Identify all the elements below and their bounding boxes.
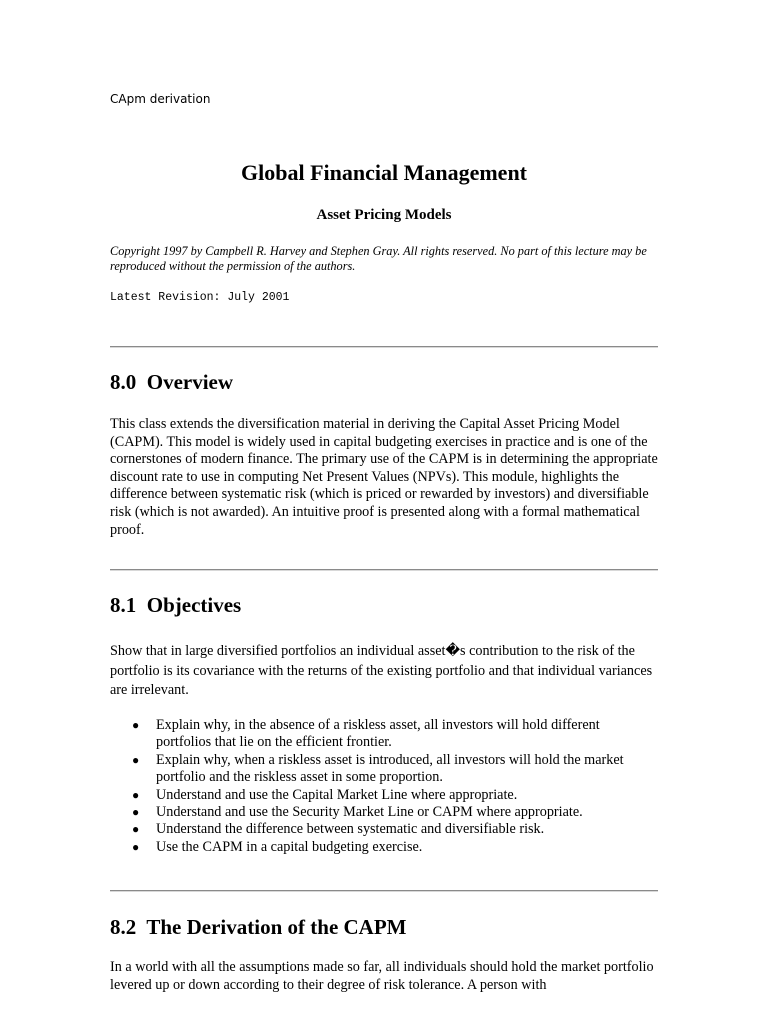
overview-paragraph: This class extends the diversification material in deriving the Capital Asset Pricing Model (CAPM). This model is widely used in capital budgeting exercises in practice and is one of the cornerstones of modern finance. The primary use of the CAPM is in determining the appropriate discount rate to use in computing Net Present Values (NPVs). This module, highlights the difference between systematic risk (which is priced or rewarded by investors) and diversifiable risk (which is not awarded). An intuitive proof is presented along with a formal mathematical proof. — [110, 416, 658, 538]
list-item-text: Use the CAPM in a capital budgeting exercise. — [156, 838, 423, 855]
list-item-text: Explain why, in the absence of a riskless asset, all investors will hold different portfolios that lie on the efficient frontier. — [156, 717, 600, 751]
list-item-text: Understand and use the Security Market Line or CAPM where appropriate. — [156, 804, 583, 821]
section-divider — [110, 346, 658, 348]
list-item-text: Explain why, when a riskless asset is introduced, all investors will hold the market portfolio and the riskless asset in some proportion. — [156, 751, 624, 786]
list-item — [110, 752, 658, 787]
objectives-paragraph: Show that in large diversified portfolios an individual asset�s contribution to the risk of the portfolio is its covariance with the returns of the existing portfolio and that individual variances are irrelevant. — [110, 643, 653, 698]
bullet-icon: ● — [132, 822, 140, 837]
bullet-icon: ● — [132, 718, 140, 732]
list-item — [110, 787, 658, 804]
bullet-icon: ● — [132, 839, 140, 854]
list-item-text: Understand and use the Capital Market Line where appropriate. — [156, 786, 518, 803]
bullet-icon: ● — [132, 805, 140, 820]
document-title: Global Financial Management — [241, 160, 527, 185]
section-heading-objectives: 8.1 Objectives — [110, 593, 242, 617]
objectives-list — [110, 717, 658, 856]
section-divider — [110, 890, 658, 892]
list-item-text: Understand the difference between systematic and diversifiable risk. — [156, 821, 545, 838]
derivation-paragraph: In a world with all the assumptions made so far, all individuals should hold the market portfolio levered up or down according to their degree of risk tolerance. A person with — [110, 959, 654, 993]
section-divider — [110, 569, 658, 571]
bullet-icon: ● — [132, 752, 140, 767]
copyright-notice: Copyright 1997 by Campbell R. Harvey and Stephen Gray. All rights reserved. No part of this lecture may be reproduced without the permission of the authors. — [110, 244, 647, 273]
revision-date: Latest Revision: July 2001 — [110, 291, 290, 304]
section-heading-overview: 8.0 Overview — [110, 370, 234, 394]
list-item — [110, 804, 658, 821]
section-heading-derivation: 8.2 The Derivation of the CAPM — [110, 915, 407, 939]
document-subtitle: Asset Pricing Models — [316, 207, 452, 223]
document-header-tag: CApm derivation — [110, 92, 211, 106]
list-item — [110, 717, 658, 752]
list-item — [110, 839, 658, 856]
list-item — [110, 821, 658, 838]
bullet-icon: ● — [132, 787, 140, 802]
